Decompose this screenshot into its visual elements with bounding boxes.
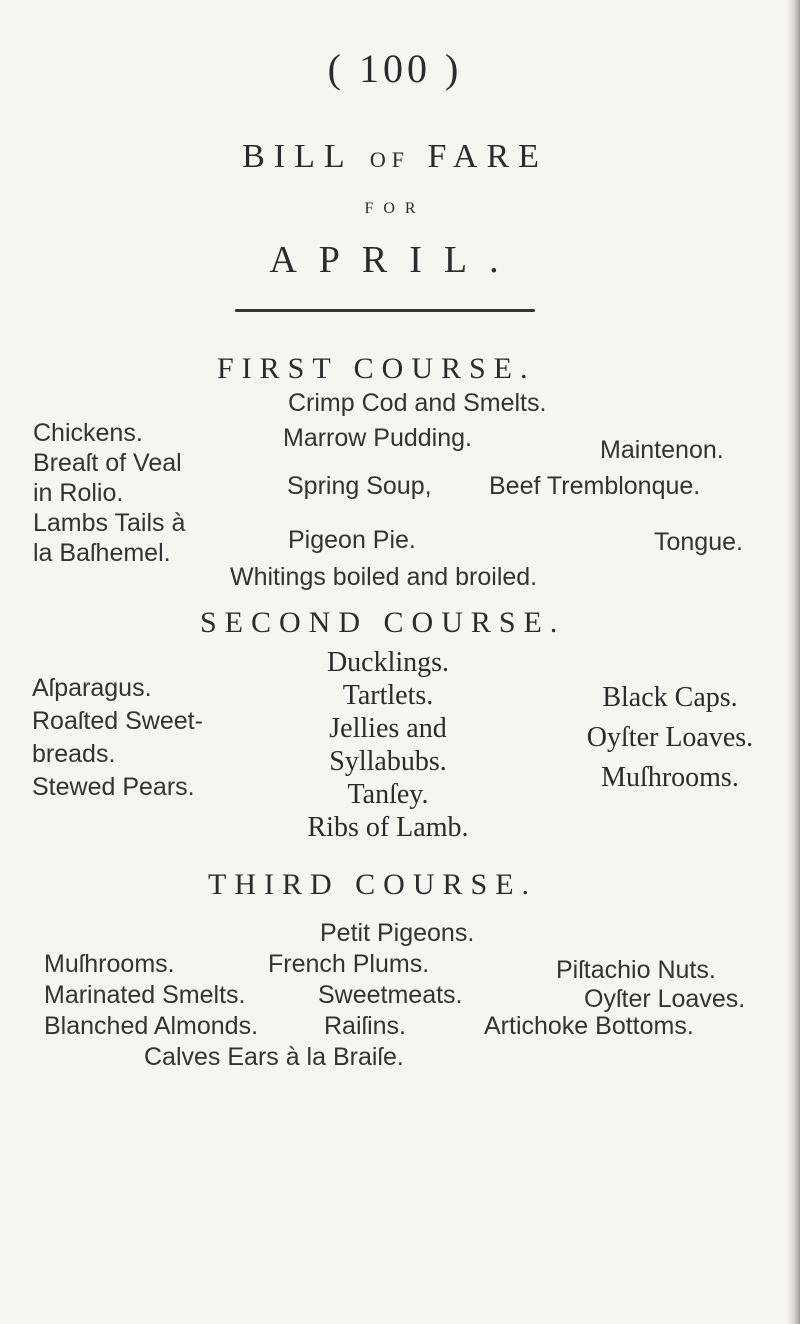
first-course-left-item: la Baſhemel. bbox=[33, 539, 171, 567]
bill-of-fare-title bbox=[0, 138, 790, 176]
page-edge-shadow bbox=[786, 0, 800, 1324]
third-course-item: Marinated Smelts. bbox=[44, 981, 246, 1009]
second-course-left-item: Roaſted Sweet- bbox=[32, 707, 203, 735]
second-course-center-item: Jellies and bbox=[329, 713, 447, 744]
page-number: ( 100 ) bbox=[327, 46, 463, 91]
third-course-item: Sweetmeats. bbox=[318, 981, 463, 1009]
first-course-right-item: Tongue. bbox=[654, 528, 743, 556]
second-course-center-item: Ribs of Lamb. bbox=[307, 812, 469, 843]
second-course-center-item: Syllabubs. bbox=[329, 746, 447, 777]
first-course-center-top: Crimp Cod and Smelts. bbox=[288, 389, 547, 417]
third-course-item: Raiſins. bbox=[324, 1012, 406, 1040]
second-course-right-item: Oyſter Loaves. bbox=[586, 722, 754, 753]
third-course-item: Oyſter Loaves. bbox=[584, 985, 746, 1013]
second-course-right-item: Muſhrooms. bbox=[601, 762, 739, 793]
second-course-right-column bbox=[560, 678, 780, 798]
third-course-item: Piſtachio Nuts. bbox=[556, 956, 716, 984]
third-course-center-top: Petit Pigeons. bbox=[320, 919, 475, 947]
second-course-left-item: breads. bbox=[32, 740, 116, 768]
third-course-heading: THIRD COURSE. bbox=[208, 868, 538, 901]
first-course-left-item: Lambs Tails à bbox=[33, 509, 186, 537]
third-course-item: Muſhrooms. bbox=[44, 950, 175, 978]
title-month: APRIL. bbox=[269, 239, 521, 281]
first-course-left-column bbox=[33, 418, 185, 568]
first-course-left-item: Breaſt of Veal bbox=[33, 449, 182, 477]
third-course-item: Artichoke Bottoms. bbox=[484, 1012, 694, 1040]
first-course-heading: FIRST COURSE. bbox=[217, 352, 536, 385]
second-course-left-item: Aſparagus. bbox=[32, 674, 152, 702]
second-course-heading: SECOND COURSE. bbox=[200, 606, 566, 639]
first-course-right-item: Maintenon. bbox=[600, 436, 724, 464]
second-course-center-column bbox=[268, 646, 508, 844]
second-course-left-column bbox=[32, 672, 203, 804]
first-course-center-item: Marrow Pudding. bbox=[283, 424, 472, 452]
first-course-center-item: Pigeon Pie. bbox=[288, 526, 416, 554]
title-divider bbox=[235, 309, 535, 312]
second-course-center-item: Ducklings. bbox=[326, 647, 450, 678]
second-course-center-item: Tanſey. bbox=[347, 779, 429, 810]
first-course-center-bottom: Whitings boiled and broiled. bbox=[230, 563, 538, 591]
second-course-center-item: Tartlets. bbox=[342, 680, 434, 711]
third-course-item: Blanched Almonds. bbox=[44, 1012, 259, 1040]
first-course-center-item: Spring Soup, bbox=[287, 472, 432, 500]
first-course-left-item: in Rolio. bbox=[33, 479, 124, 507]
first-course-right-item: Beef Tremblonque. bbox=[489, 472, 701, 500]
title-fare: FARE bbox=[427, 138, 548, 175]
title-of: OF bbox=[369, 147, 410, 172]
title-bill: BILL bbox=[242, 138, 353, 175]
third-course-center-bottom: Calves Ears à la Braiſe. bbox=[144, 1043, 404, 1071]
first-course-left-item: Chickens. bbox=[33, 419, 143, 447]
second-course-left-item: Stewed Pears. bbox=[32, 773, 195, 801]
second-course-right-item: Black Caps. bbox=[602, 682, 738, 713]
third-course-item: French Plums. bbox=[268, 950, 430, 978]
title-for: FOR bbox=[364, 200, 426, 217]
